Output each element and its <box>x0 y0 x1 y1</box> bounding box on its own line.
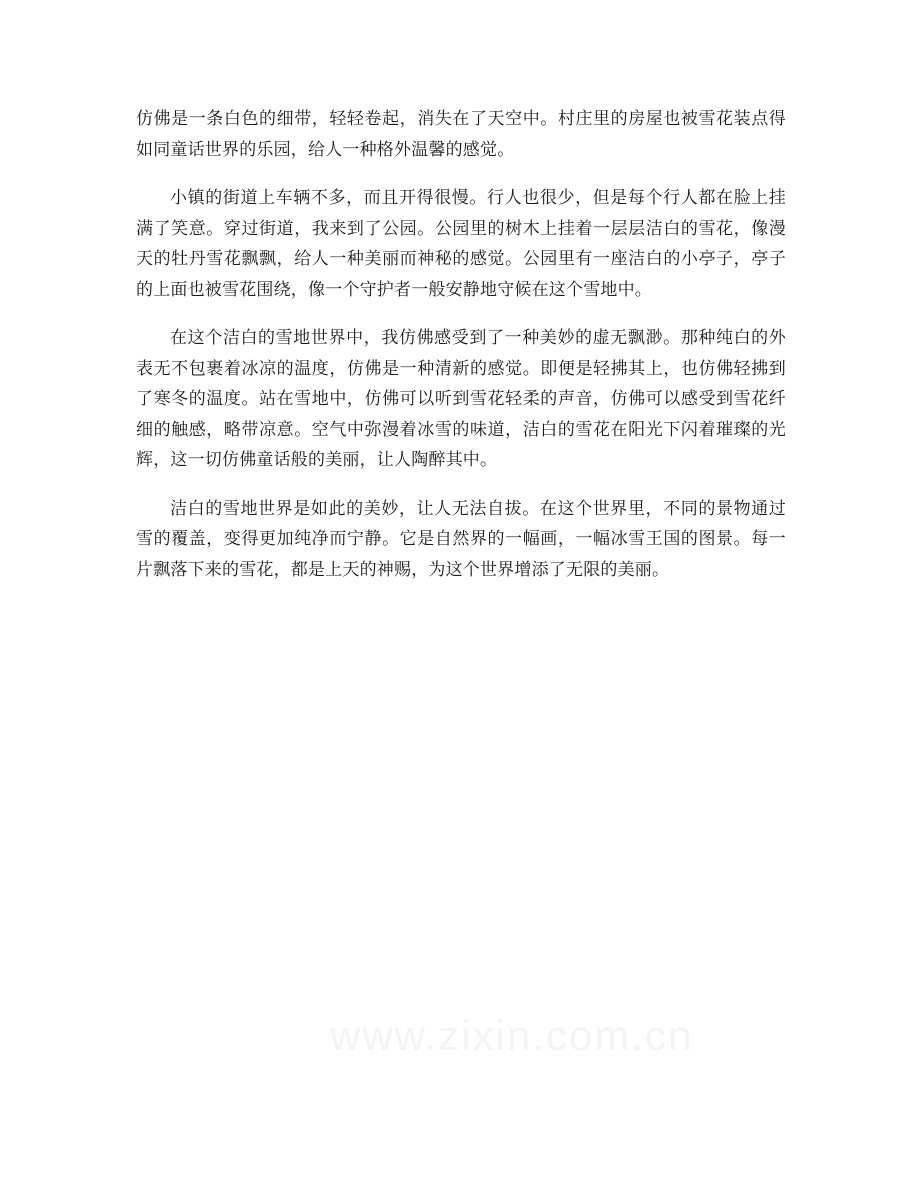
paragraph-1: 仿佛是一条白色的细带，轻轻卷起，消失在了天空中。村庄里的房屋也被雪花装点得如同童话世界的乐园，给人一种格外温馨的感觉。 <box>136 109 786 160</box>
document-page <box>136 104 786 603</box>
watermark: www.zixin.com.cn <box>330 1012 694 1059</box>
paragraph-4: 洁白的雪地世界是如此的美妙，让人无法自拔。在这个世界里，不同的景物通过雪的覆盖，变得更加纯净而宁静。它是自然界的一幅画，一幅冰雪王国的图景。每一片飘落下来的雪花，都是上天的神赐，为这个世界增添了无限的美丽。 <box>136 498 786 580</box>
paragraph-3: 在这个洁白的雪地世界中，我仿佛感受到了一种美妙的虚无飘渺。那种纯白的外表无不包裹着冰凉的温度，仿佛是一种清新的感觉。即便是轻拂其上，也仿佛轻拂到了寒冬的温度。站在雪地中，仿佛可以听到雪花轻柔的声音，仿佛可以感受到雪花纤细的触感，略带凉意。空气中弥漫着冰雪的味道，洁白的雪花在阳光下闪着璀璨的光辉，这一切仿佛童话般的美丽，让人陶醉其中。 <box>136 328 786 470</box>
paragraph-2: 小镇的街道上车辆不多，而且开得很慢。行人也很少，但是每个行人都在脸上挂满了笑意。穿过街道，我来到了公园。公园里的树木上挂着一层层洁白的雪花，像漫天的牡丹雪花飘飘，给人一种美丽而神秘的感觉。公园里有一座洁白的小亭子，亭子的上面也被雪花围绕，像一个守护者一般安静地守候在这个雪地中。 <box>136 188 786 300</box>
